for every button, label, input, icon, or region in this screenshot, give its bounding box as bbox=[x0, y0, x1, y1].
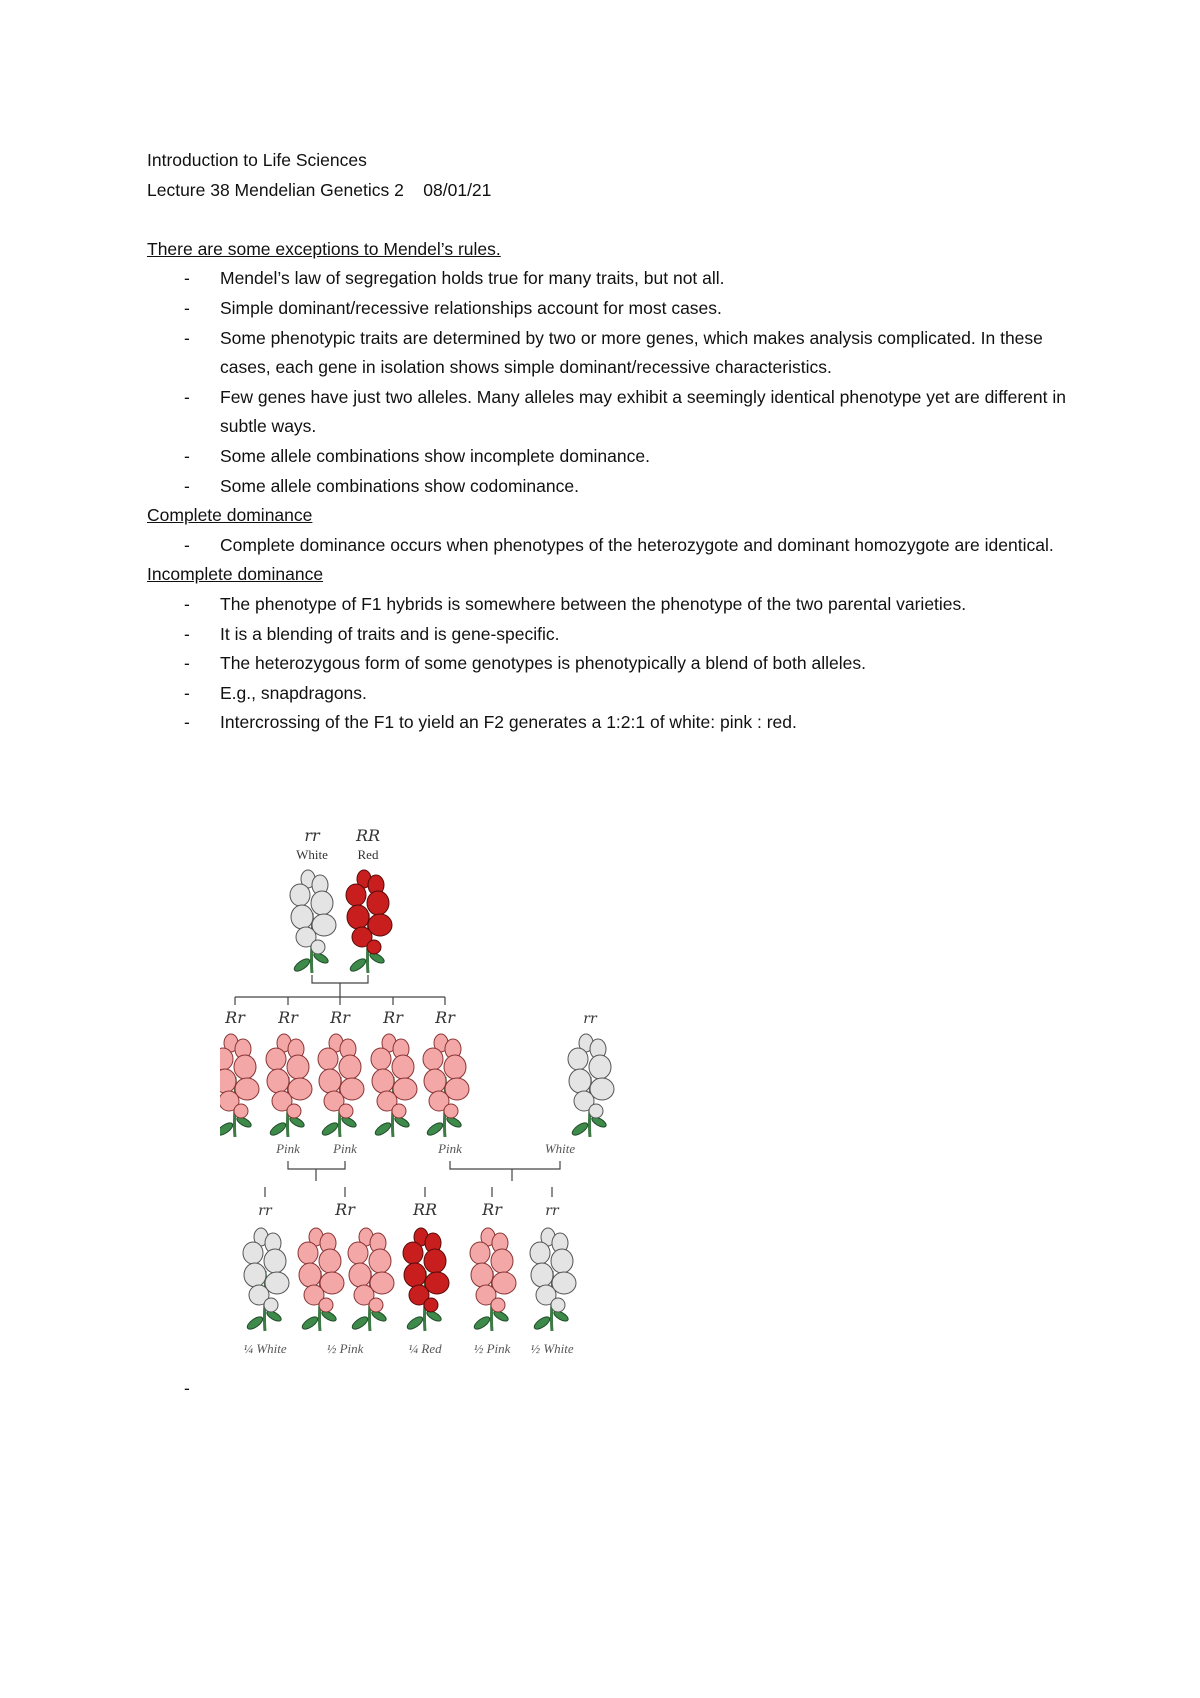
section-heading-complete-dominance: Complete dominance bbox=[147, 505, 313, 526]
genotype-label: Rr bbox=[278, 1008, 298, 1027]
genotype-label: rr bbox=[545, 1203, 559, 1219]
spacer bbox=[147, 205, 1067, 235]
cross-bracket bbox=[450, 1161, 560, 1181]
ratio-caption: ½ Pink bbox=[326, 1341, 364, 1356]
list-item: - Some phenotypic traits are determined by two or more genes, which makes analysis complicated. In these cases, each gene in isolation shows simple dominant/recessive characteristics. bbox=[147, 324, 1067, 383]
pink-flower bbox=[423, 1034, 469, 1137]
bullet-dash: - bbox=[184, 445, 190, 466]
list-item: - Few genes have just two alleles. Many alleles may exhibit a seemingly identical phenotype yet are different in subtle ways. bbox=[147, 383, 1067, 442]
cross-label: Pink bbox=[276, 1141, 300, 1156]
list-item: - Some allele combinations show codominance. bbox=[147, 472, 1067, 502]
cross-bracket bbox=[288, 1161, 345, 1181]
pink-flower bbox=[348, 1228, 394, 1331]
bullet-dash: - bbox=[184, 623, 190, 644]
section-heading-incomplete-dominance: Incomplete dominance bbox=[147, 564, 324, 585]
snapdragon-cross-diagram bbox=[220, 825, 680, 1400]
genotype-label: RR bbox=[412, 1200, 438, 1219]
white-flower bbox=[290, 870, 336, 973]
genotype-label: RR bbox=[355, 826, 381, 845]
pink-flower bbox=[318, 1034, 364, 1137]
genotype-label: rr bbox=[583, 1011, 597, 1027]
list-item: - E.g., snapdragons. bbox=[147, 679, 1067, 709]
lecture-notes bbox=[147, 146, 1067, 738]
pink-flower bbox=[298, 1228, 344, 1331]
genotype-label: rr bbox=[304, 826, 320, 845]
red-flower bbox=[403, 1228, 449, 1331]
f1-branch-lines bbox=[235, 991, 445, 1005]
genotype-label: Rr bbox=[330, 1008, 350, 1027]
bullet-dash: - bbox=[184, 1378, 190, 1398]
ratio-caption: ¼ White bbox=[243, 1341, 287, 1356]
genotype-label: Rr bbox=[383, 1008, 403, 1027]
ratio-caption: ½ Pink bbox=[473, 1341, 511, 1356]
section-heading-exceptions: There are some exceptions to Mendel’s rules. bbox=[147, 238, 501, 259]
bullet-dash: - bbox=[184, 682, 190, 703]
list-item: - The heterozygous form of some genotypes is phenotypically a blend of both alleles. bbox=[147, 649, 1067, 679]
bullet-dash: - bbox=[184, 712, 190, 733]
phenotype-label: Red bbox=[357, 847, 379, 862]
list-item: - Intercrossing of the F1 to yield an F2 generates a 1:2:1 of white: pink : red. bbox=[147, 708, 1067, 738]
genotype-label: Rr bbox=[435, 1008, 455, 1027]
course-title: Introduction to Life Sciences bbox=[147, 150, 367, 170]
f2-tick-lines bbox=[265, 1187, 552, 1197]
list-item: - Mendel’s law of segregation holds true for many traits, but not all. bbox=[147, 264, 1067, 294]
pink-flower bbox=[371, 1034, 417, 1137]
red-flower bbox=[346, 870, 392, 973]
pink-flower bbox=[266, 1034, 312, 1137]
genotype-label: rr bbox=[258, 1203, 272, 1219]
white-flower bbox=[568, 1034, 614, 1137]
list-item: - It is a blending of traits and is gene-specific. bbox=[147, 620, 1067, 650]
list-item: - Simple dominant/recessive relationships account for most cases. bbox=[147, 294, 1067, 324]
bullet-dash: - bbox=[184, 268, 190, 289]
lecture-title: Lecture 38 Mendelian Genetics 2 08/01/21 bbox=[147, 179, 492, 200]
bullet-dash: - bbox=[184, 653, 190, 674]
pink-flower bbox=[470, 1228, 516, 1331]
list-item: - Some allele combinations show incomplete dominance. bbox=[147, 442, 1067, 472]
bullet-dash: - bbox=[184, 297, 190, 318]
list-item: - The phenotype of F1 hybrids is somewhere between the phenotype of the two parental varieties. bbox=[147, 590, 1067, 620]
genotype-label: Rr bbox=[225, 1008, 245, 1027]
cross-bracket bbox=[312, 975, 368, 991]
pink-flower bbox=[220, 1034, 259, 1137]
bullet-dash: - bbox=[184, 327, 190, 348]
bullet-dash: - bbox=[184, 534, 190, 555]
cross-label: Pink bbox=[438, 1141, 462, 1156]
white-flower bbox=[530, 1228, 576, 1331]
genotype-label: Rr bbox=[335, 1200, 355, 1219]
bullet-dash: - bbox=[184, 475, 190, 496]
cross-label: White bbox=[544, 1141, 576, 1156]
ratio-caption: ¼ Red bbox=[408, 1341, 442, 1356]
phenotype-label: White bbox=[296, 847, 328, 862]
bullet-dash: - bbox=[184, 386, 190, 407]
list-item: - Complete dominance occurs when phenotypes of the heterozygote and dominant homozygote are identical. bbox=[147, 531, 1067, 561]
bullet-dash: - bbox=[184, 593, 190, 614]
genotype-label: Rr bbox=[482, 1200, 502, 1219]
white-flower bbox=[243, 1228, 289, 1331]
ratio-caption: ½ White bbox=[530, 1341, 574, 1356]
cross-label: Pink bbox=[333, 1141, 357, 1156]
